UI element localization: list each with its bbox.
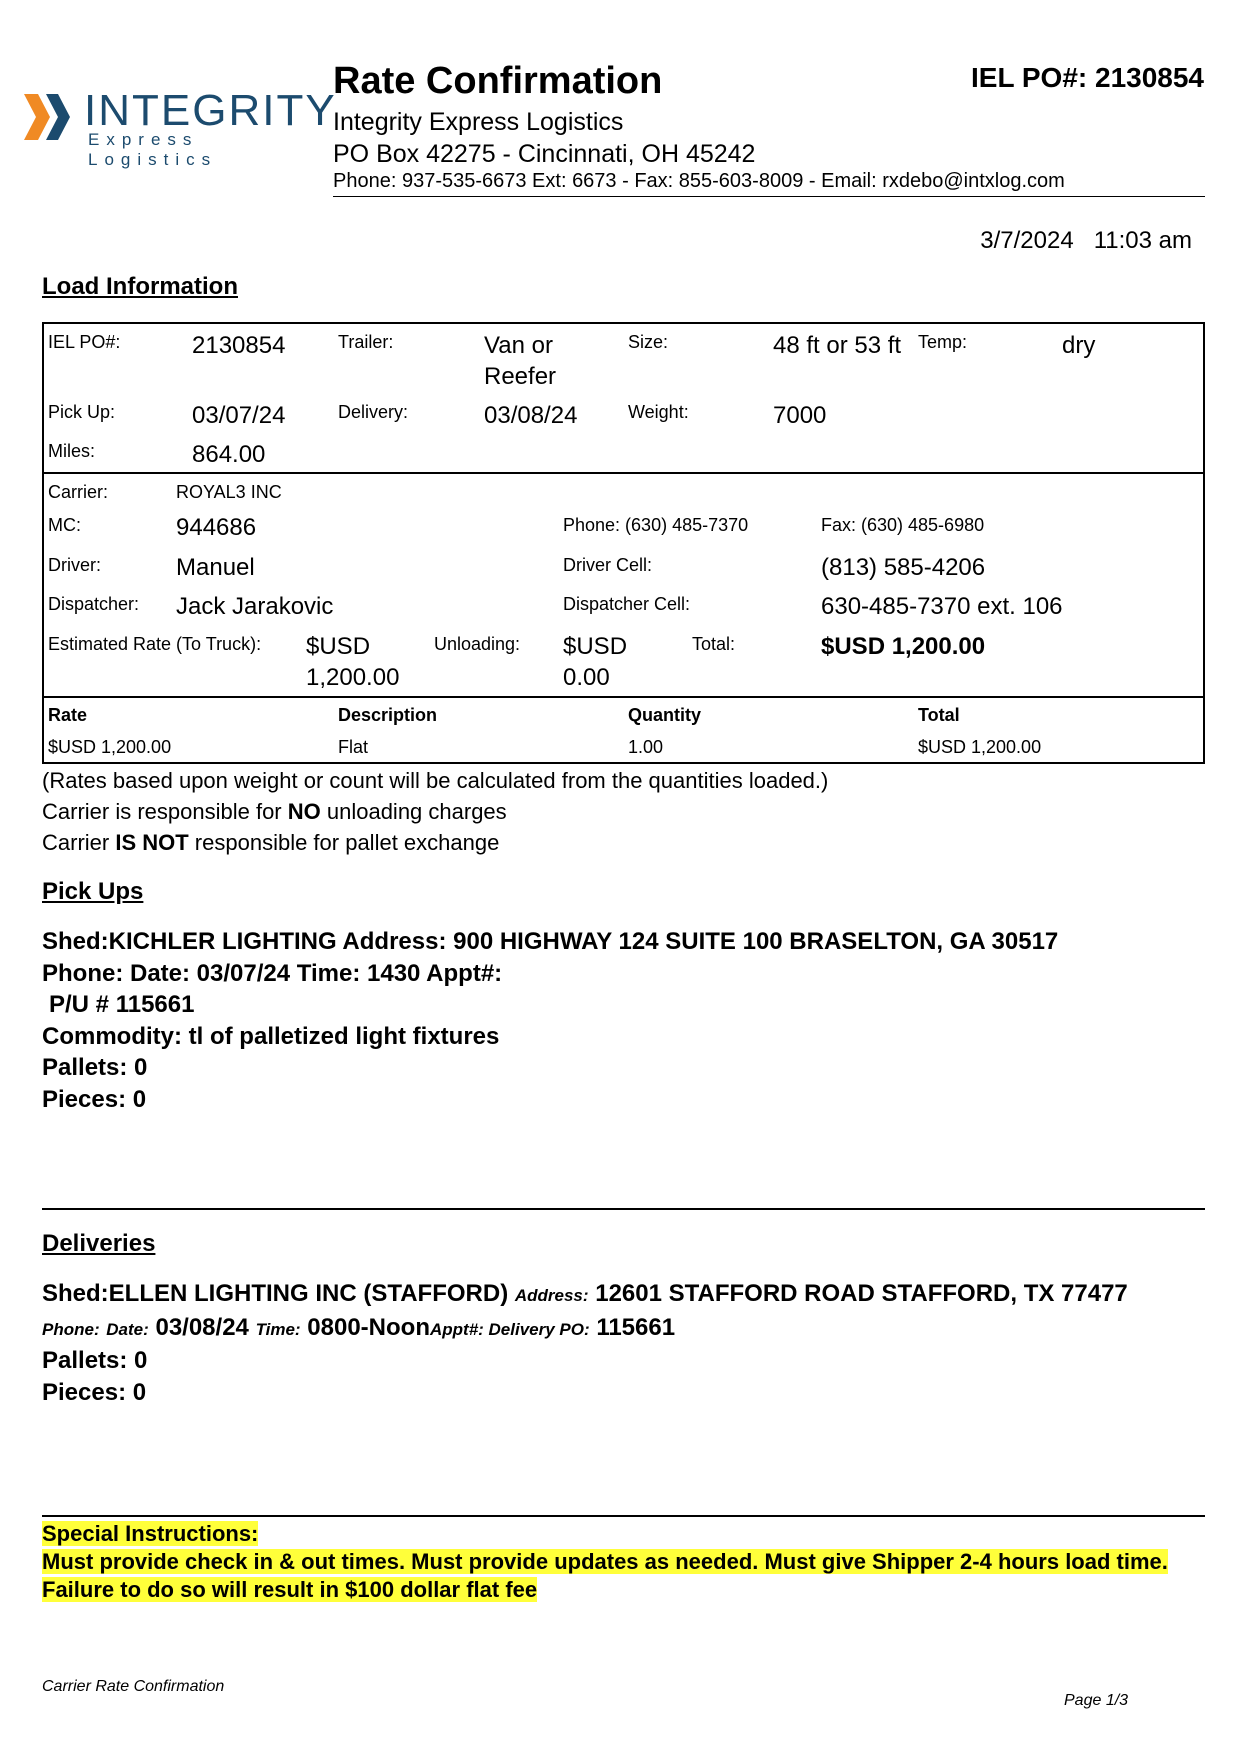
delivery-po: 115661 (596, 1313, 676, 1341)
driver-label: Driver: (48, 555, 101, 575)
delivery-time: 0800-Noon (307, 1313, 430, 1341)
delivery-appt-label: Appt#: Delivery PO: (429, 1319, 590, 1339)
section-divider (42, 1515, 1205, 1517)
header-divider (333, 196, 1205, 197)
delivery-time-label: Time: (255, 1319, 301, 1339)
driver-cell-label: Driver Cell: (563, 555, 653, 575)
delivery-phone-label: Phone: (42, 1319, 100, 1339)
driver-value: Manuel (176, 554, 255, 581)
delivery-pallets: Pallets: 0 (42, 1347, 148, 1374)
note-text: responsible for pallet exchange (188, 830, 500, 855)
description-header: Description (338, 705, 438, 725)
miles-value: 864.00 (192, 441, 266, 468)
company-name: Integrity Express Logistics (333, 108, 624, 136)
note-text: Carrier is responsible for (42, 799, 288, 824)
rate-table (42, 696, 1205, 764)
pickups-heading: Pick Ups (42, 878, 144, 905)
section-divider (42, 1208, 1205, 1210)
temp-value: dry (1062, 332, 1096, 359)
dispatcher-cell-label: Dispatcher Cell: (563, 594, 691, 614)
pallet-note (42, 830, 499, 856)
mc-label: MC: (48, 515, 81, 535)
deliveries-heading: Deliveries (42, 1230, 156, 1257)
logo-tagline: Express Logistics (88, 130, 218, 169)
trailer-value: Van or Reefer (484, 332, 557, 390)
table-cell-quantity: 1.00 (628, 737, 664, 757)
driver-cell-value: (813) 585-4206 (821, 554, 986, 581)
weight-value: 7000 (773, 402, 827, 429)
delivery-shed-line (42, 1278, 1128, 1312)
table-cell-description: Flat (338, 737, 369, 757)
table-cell-total: $USD 1,200.00 (918, 737, 1042, 757)
table-cell-rate: $USD 1,200.00 (48, 737, 172, 757)
company-contact: Phone: 937-535-6673 Ext: 6673 - Fax: 855-603-8009 - Email: rxdebo@intxlog.com (333, 170, 1065, 192)
rate-header: Rate (48, 705, 88, 725)
note-emphasis: IS NOT (115, 830, 189, 855)
special-instructions (42, 1520, 1168, 1604)
pickup-shed-line: Shed:KICHLER LIGHTING Address: 900 HIGHWAY 124 SUITE 100 BRASELTON, GA 30517 (42, 928, 1059, 955)
carrier-phone: Phone: (630) 485-7370 (563, 515, 749, 535)
delivery-value: 03/08/24 (484, 402, 578, 429)
load-info-box (42, 322, 1205, 474)
pickup-value: 03/07/24 (192, 402, 286, 429)
delivery-details (42, 1278, 1128, 1408)
rate-label: Estimated Rate (To Truck): (48, 634, 262, 654)
delivery-date: 03/08/24 (155, 1313, 249, 1341)
total-header: Total (918, 705, 960, 725)
pickup-label: Pick Up: (48, 402, 116, 422)
delivery-pieces: Pieces: 0 (42, 1378, 147, 1406)
delivery-date-label: Date: (106, 1319, 149, 1339)
size-label: Size: (628, 332, 669, 352)
pickup-pieces: Pieces: 0 (42, 1085, 147, 1113)
carrier-label: Carrier: (48, 482, 109, 502)
carrier-value: ROYAL3 INC (176, 482, 282, 502)
pickup-pallets: Pallets: 0 (42, 1054, 148, 1081)
unloading-value: $USD 0.00 (563, 633, 628, 691)
company-address: PO Box 42275 - Cincinnati, OH 45242 (333, 140, 756, 168)
note-emphasis: NO (287, 799, 321, 824)
unloading-label: Unloading: (434, 634, 521, 654)
po-value: 2130854 (192, 332, 286, 359)
special-instructions-line: Must provide check in & out times. Must provide updates as needed. Must give Shipper 2-4 hours load time. (42, 1549, 1168, 1574)
special-instructions-line: Failure to do so will result in $100 dollar flat fee (42, 1577, 538, 1602)
pickup-commodity: Commodity: tl of palletized light fixtures (42, 1022, 500, 1050)
po-label: IEL PO#: (48, 332, 121, 352)
quantity-header: Quantity (628, 705, 702, 725)
delivery-shed: Shed:ELLEN LIGHTING INC (STAFFORD) (42, 1280, 509, 1307)
po-number-header: IEL PO#: 2130854 (971, 62, 1204, 93)
mc-value: 944686 (176, 514, 257, 541)
unloading-note (42, 799, 507, 825)
delivery-date-line (42, 1312, 1128, 1346)
temp-label: Temp: (918, 332, 968, 352)
miles-label: Miles: (48, 441, 96, 461)
rate-value: $USD 1,200.00 (306, 633, 400, 691)
pickup-details (42, 926, 1058, 1115)
carrier-fax: Fax: (630) 485-6980 (821, 515, 985, 535)
size-value: 48 ft or 53 ft (773, 332, 902, 359)
special-instructions-heading: Special Instructions: (42, 1521, 259, 1546)
logo-mark-icon (24, 88, 82, 146)
dispatcher-label: Dispatcher: (48, 594, 140, 614)
dispatcher-cell-value: 630-485-7370 ext. 106 (821, 593, 1063, 620)
trailer-label: Trailer: (338, 332, 394, 352)
total-label: Total: (692, 634, 736, 654)
weight-label: Weight: (628, 402, 689, 422)
document-datetime (980, 227, 1192, 255)
company-logo (24, 86, 337, 169)
delivery-address: 12601 STAFFORD ROAD STAFFORD, TX 77477 (595, 1280, 1128, 1307)
delivery-label: Delivery: (338, 402, 409, 422)
rates-note: (Rates based upon weight or count will be calculated from the quantities loaded.) (42, 768, 829, 793)
document-date: 3/7/2024 (980, 227, 1074, 254)
pickup-date-line: Phone: Date: 03/07/24 Time: 1430 Appt#: (42, 959, 503, 987)
page-title: Rate Confirmation (333, 60, 663, 102)
footer-title: Carrier Rate Confirmation (42, 1678, 225, 1695)
total-value: $USD 1,200.00 (821, 633, 986, 660)
load-info-heading: Load Information (42, 273, 238, 300)
note-text: Carrier (42, 830, 116, 855)
document-time: 11:03 am (1093, 227, 1192, 254)
carrier-info-box (42, 472, 1205, 698)
dispatcher-value: Jack Jarakovic (176, 593, 334, 620)
note-text: unloading charges (320, 799, 507, 824)
delivery-address-label: Address: (514, 1286, 589, 1305)
pickup-pu-number: P/U # 115661 (49, 991, 195, 1018)
logo-wordmark: INTEGRITY (84, 86, 337, 135)
page-number: Page 1/3 (1064, 1692, 1129, 1709)
